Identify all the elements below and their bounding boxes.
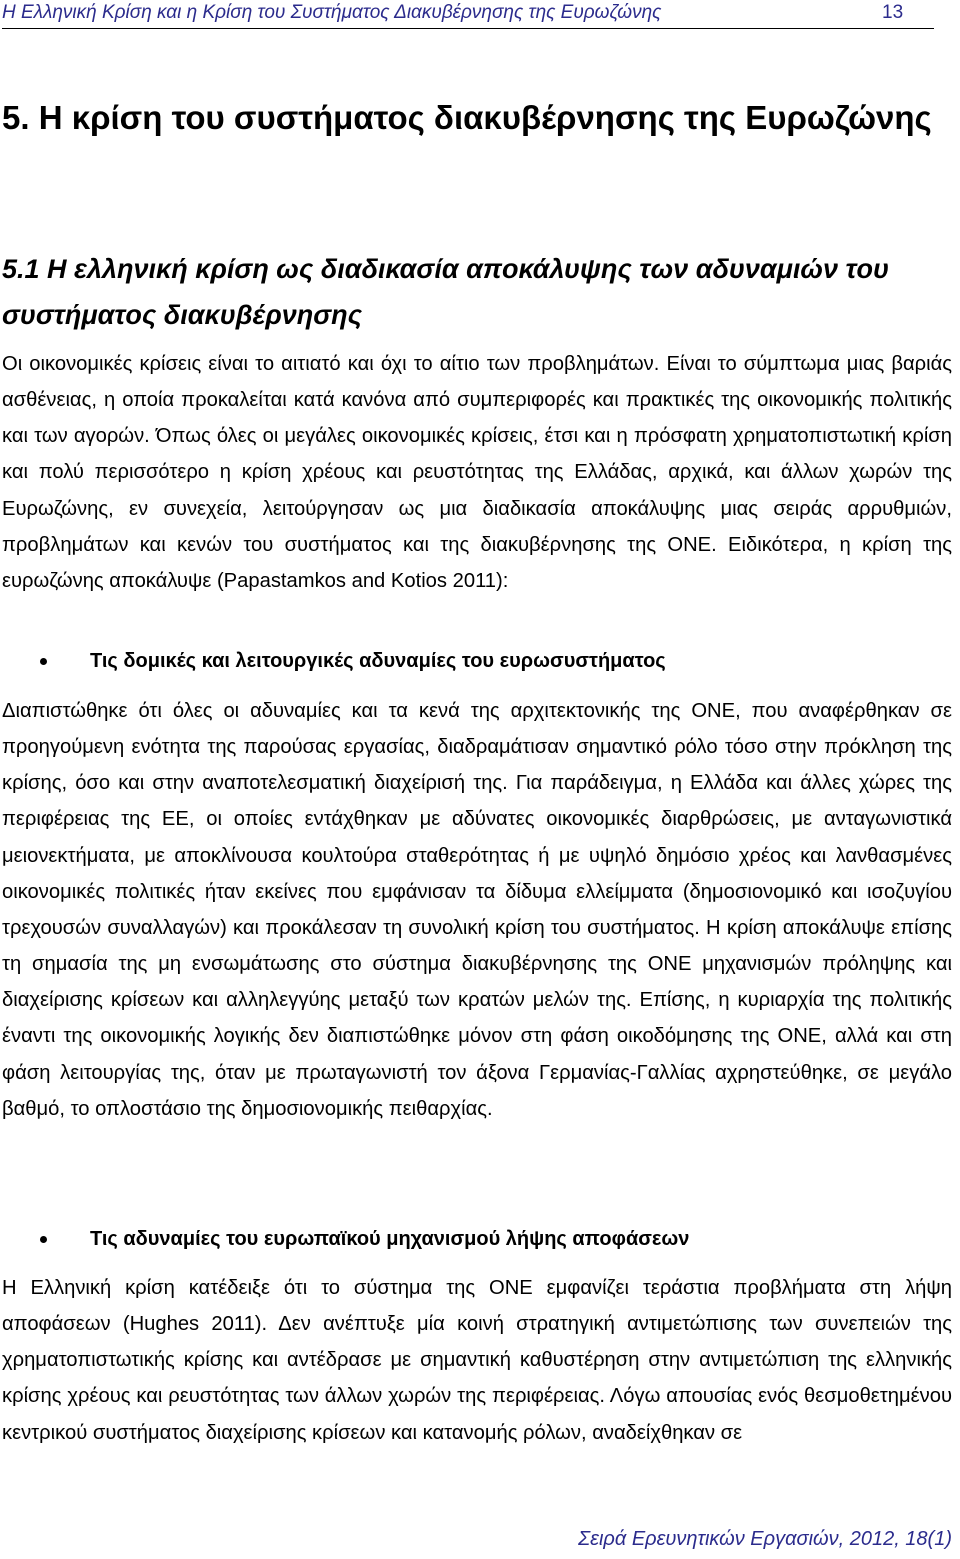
decision-paragraph (2, 1270, 952, 1451)
intro-paragraph (2, 346, 952, 599)
header-title: Η Ελληνική Κρίση και η Κρίση του Συστήματος Διακυβέρνησης της Ευρωζώνης (2, 2, 662, 23)
page-number: 13 (882, 2, 904, 23)
running-footer: Σειρά Ερευνητικών Εργασιών, 2012, 18(1) (578, 1528, 952, 1550)
decision-paragraph-text: Η Ελληνική κρίση κατέδειξε ότι το σύστημα της ΟΝΕ εμφανίζει τεράστια προβλήματα στη λήψη αποφάσεων (Hughes 2011). Δεν ανέπτυξε μία κοινή στρατηγική αντιμετώπισης των συνεπειών της χρηματοπιστωτικής κρίσης και αντέδρασε με σημαντική καθυστέρηση στην αντιμετώπιση της ελληνικής κρίσης χρέους και ρευστότητας των άλλων χωρών της περιφέρειας. Λόγω απουσίας ενός θεσμοθετημένου κεντρικού συστήματος διαχείρισης κρίσεων και κατανομής ρόλων, αναδείχθηκαν σε (2, 1277, 952, 1444)
structural-paragraph (2, 693, 952, 1127)
structural-paragraph-text: Διαπιστώθηκε ότι όλες οι αδυναμίες και τα κενά της αρχιτεκτονικής της ΟΝΕ, που αναφέρθηκαν σε προηγούμενη ενότητα της παρούσας εργασίας, διαδραμάτισαν σημαντικό ρόλο τόσο στην πρόκληση της κρίσης, όσο και στην αναποτελεσματική διαχείρισή της. Για παράδειγμα, η Ελλάδα και άλλες χώρες της περιφέρειας της ΕΕ, οι οποίες εντάχθηκαν με αδύνατες οικονομικές διαρθρώσεις, με ανταγωνιστικά μειονεκτήματα, με αποκλίνουσα κουλτούρα σταθερότητας ή με υψηλό δημόσιο χρέος και λανθασμένες οικονομικές πολιτικές ήταν εκείνες που εμφάνισαν τα δίδυμα ελλείμματα (δημοσιονομικό και ισοζυγίου τρεχουσών συναλλαγών) και προκάλεσαν τη συνολική κρίση του συστήματος. Η κρίση αποκάλυψε επίσης τη σημασία της μη ενσωμάτωσης στο σύστημα διακυβέρνησης της ΟΝΕ μηχανισμών πρόληψης και διαχείρισης κρίσεων και αλληλεγγύης μεταξύ των κρατών μελών της. Επίσης, η κυριαρχία της πολιτικής έναντι της οικονομικής λογικής δεν διαπιστώθηκε μόνον στη φάση οικοδόμησης της ΟΝΕ, αλλά και στη φάση λειτουργίας της, όταν με πρωταγωνιστή τον άξονα Γερμανίας-Γαλλίας αχρηστεύθηκε, σε μεγάλο βαθμό, το οπλοστάσιο της δημοσιονομικής πειθαρχίας. (2, 700, 952, 1120)
bullet-dot (40, 658, 47, 665)
intro-paragraph-text: Οι οικονομικές κρίσεις είναι το αιτιατό και όχι το αίτιο των προβλημάτων. Είναι το σύμπτωμα μιας βαριάς ασθένειας, η οποία προκαλείται κατά κανόνα από συμπεριφορές και πρακτικές της οικονομικής πολιτικής και των αγορών. Όπως όλες οι μεγάλες οικονομικές κρίσεις, έτσι και η πρόσφατη χρηματοπιστωτική κρίση και πολύ περισσότερο η κρίση χρέους και ρευστότητας της Ελλάδας, αρχικά, και άλλων χωρών της Ευρωζώνης, εν συνεχεία, λειτούργησαν ως μια διαδικασία αποκάλυψης μιας σειράς αρρυθμιών, προβλημάτων και κενών του συστήματος και της διακυβέρνησης της ΟΝΕ. Ειδικότερα, η κρίση της ευρωζώνης αποκάλυψε (Papastamkos and Kotios 2011): (2, 353, 952, 592)
running-header (2, 2, 934, 29)
bullet-decision-text: Τις αδυναμίες του ευρωπαϊκού μηχανισμού λήψης αποφάσεων (90, 1228, 690, 1250)
chapter-title: 5. Η κρίση του συστήματος διακυβέρνησης της Ευρωζώνης (2, 99, 932, 136)
bullet-dot (40, 1236, 47, 1243)
section-title: 5.1 Η ελληνική κρίση ως διαδικασία αποκάλυψης των αδυναμιών του συστήματος διακυβέρνησης (2, 254, 889, 330)
bullet-structural-text: Τις δομικές και λειτουργικές αδυναμίες του ευρωσυστήματος (90, 650, 666, 672)
